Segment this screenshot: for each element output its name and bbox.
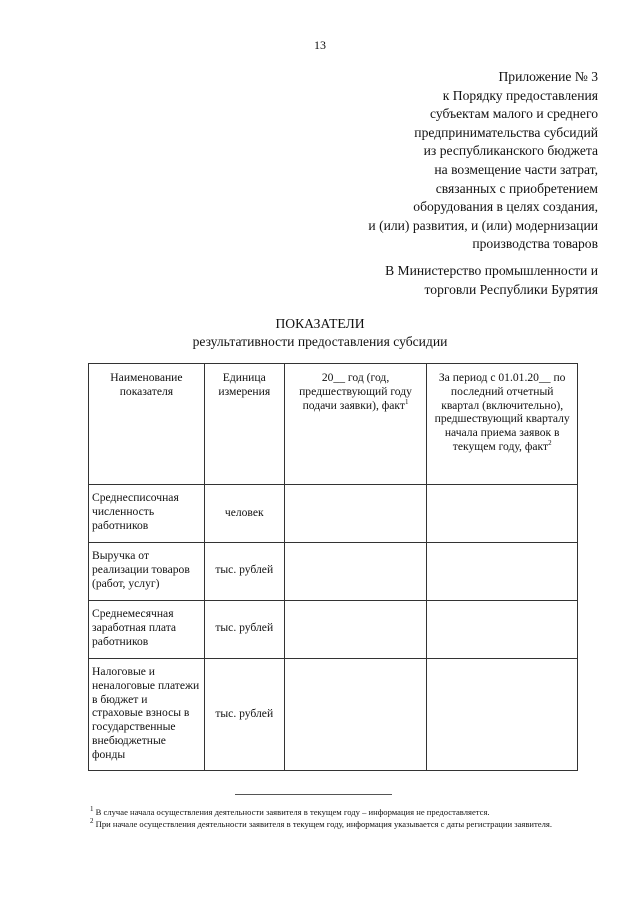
- unit-text: тыс. рублей: [215, 621, 274, 634]
- value-prev-year: [284, 601, 427, 659]
- header-prev-year: [284, 364, 427, 485]
- header-period: [427, 364, 578, 485]
- footnote-text: При начале осуществления деятельности заявителя в текущем году, информация указывается с даты регистрации заявителя.: [93, 819, 552, 829]
- appendix-line: оборудования в целях создания,: [413, 199, 598, 215]
- header-prev-year-text: 20__ год (год, предшествующий году подачи заявки), факт: [299, 371, 412, 412]
- table-row: [89, 543, 578, 601]
- appendix-line: и (или) развития, и (или) модернизации: [368, 217, 598, 233]
- value-period: [427, 601, 578, 659]
- recipient-block: [298, 262, 598, 299]
- title-subtitle: результативности предоставления субсидии: [192, 334, 448, 349]
- table-row: [89, 659, 578, 771]
- footnote-divider: [235, 794, 392, 795]
- appendix-line: связанных с приобретением: [435, 180, 598, 196]
- unit-text: человек: [224, 506, 264, 519]
- indicators-table: [88, 363, 578, 771]
- indicator-name: Среднесписочная численность работников: [89, 485, 205, 543]
- appendix-line: к Порядку предоставления: [442, 87, 598, 103]
- footnotes: [90, 806, 590, 830]
- indicator-name: Среднемесячная заработная плата работников: [89, 601, 205, 659]
- footnote-text: В случае начала осуществления деятельности заявителя в текущем году – информация не предоставляется.: [93, 807, 490, 817]
- value-period: [427, 659, 578, 771]
- document-title: [0, 315, 640, 351]
- appendix-line: Приложение № 3: [498, 69, 598, 84]
- footnote-1: [90, 806, 590, 818]
- header-period-text: За период с 01.01.20__ по последний отчетный квартал (включительно), предшествующий кварталу начала приема заявок в текущем году, факт: [434, 371, 570, 453]
- appendix-header: [298, 68, 598, 254]
- recipient-line: В Министерство промышленности и: [385, 263, 598, 278]
- header-unit: Единица измерения: [204, 364, 284, 485]
- indicator-unit: [204, 601, 284, 659]
- appendix-line: производства товаров: [472, 236, 598, 252]
- title-main: ПОКАЗАТЕЛИ: [275, 316, 365, 331]
- footnote-ref: 2: [548, 439, 552, 448]
- value-prev-year: [284, 659, 427, 771]
- indicator-name: Налоговые и неналоговые платежи в бюджет и страховые взносы в государственные внебюджетные фонды: [89, 659, 205, 771]
- table-header-row: [89, 364, 578, 485]
- footnote-ref: 1: [404, 397, 409, 406]
- unit-text: тыс. рублей: [215, 563, 274, 576]
- value-prev-year: [284, 543, 427, 601]
- footnote-mark: 2: [90, 817, 94, 826]
- value-period: [427, 485, 578, 543]
- footnote-2: [90, 818, 590, 830]
- unit-text: тыс. рублей: [215, 707, 274, 720]
- appendix-line: субъектам малого и среднего: [430, 106, 598, 122]
- footnote-mark: 1: [90, 805, 94, 814]
- value-period: [427, 543, 578, 601]
- table-row: [89, 601, 578, 659]
- value-prev-year: [284, 485, 427, 543]
- header-indicator-name: Наименование показателя: [89, 364, 205, 485]
- recipient-line: торговли Республики Бурятия: [424, 281, 598, 297]
- indicator-unit: [204, 543, 284, 601]
- indicator-unit: [204, 485, 284, 543]
- appendix-line: на возмещение части затрат,: [434, 161, 598, 177]
- page-number: 13: [314, 38, 326, 52]
- table-row: [89, 485, 578, 543]
- indicator-unit: [204, 659, 284, 771]
- indicator-name: Выручка от реализации товаров (работ, услуг): [89, 543, 205, 601]
- appendix-line: из республиканского бюджета: [423, 143, 598, 159]
- appendix-line: предпринимательства субсидий: [414, 124, 598, 140]
